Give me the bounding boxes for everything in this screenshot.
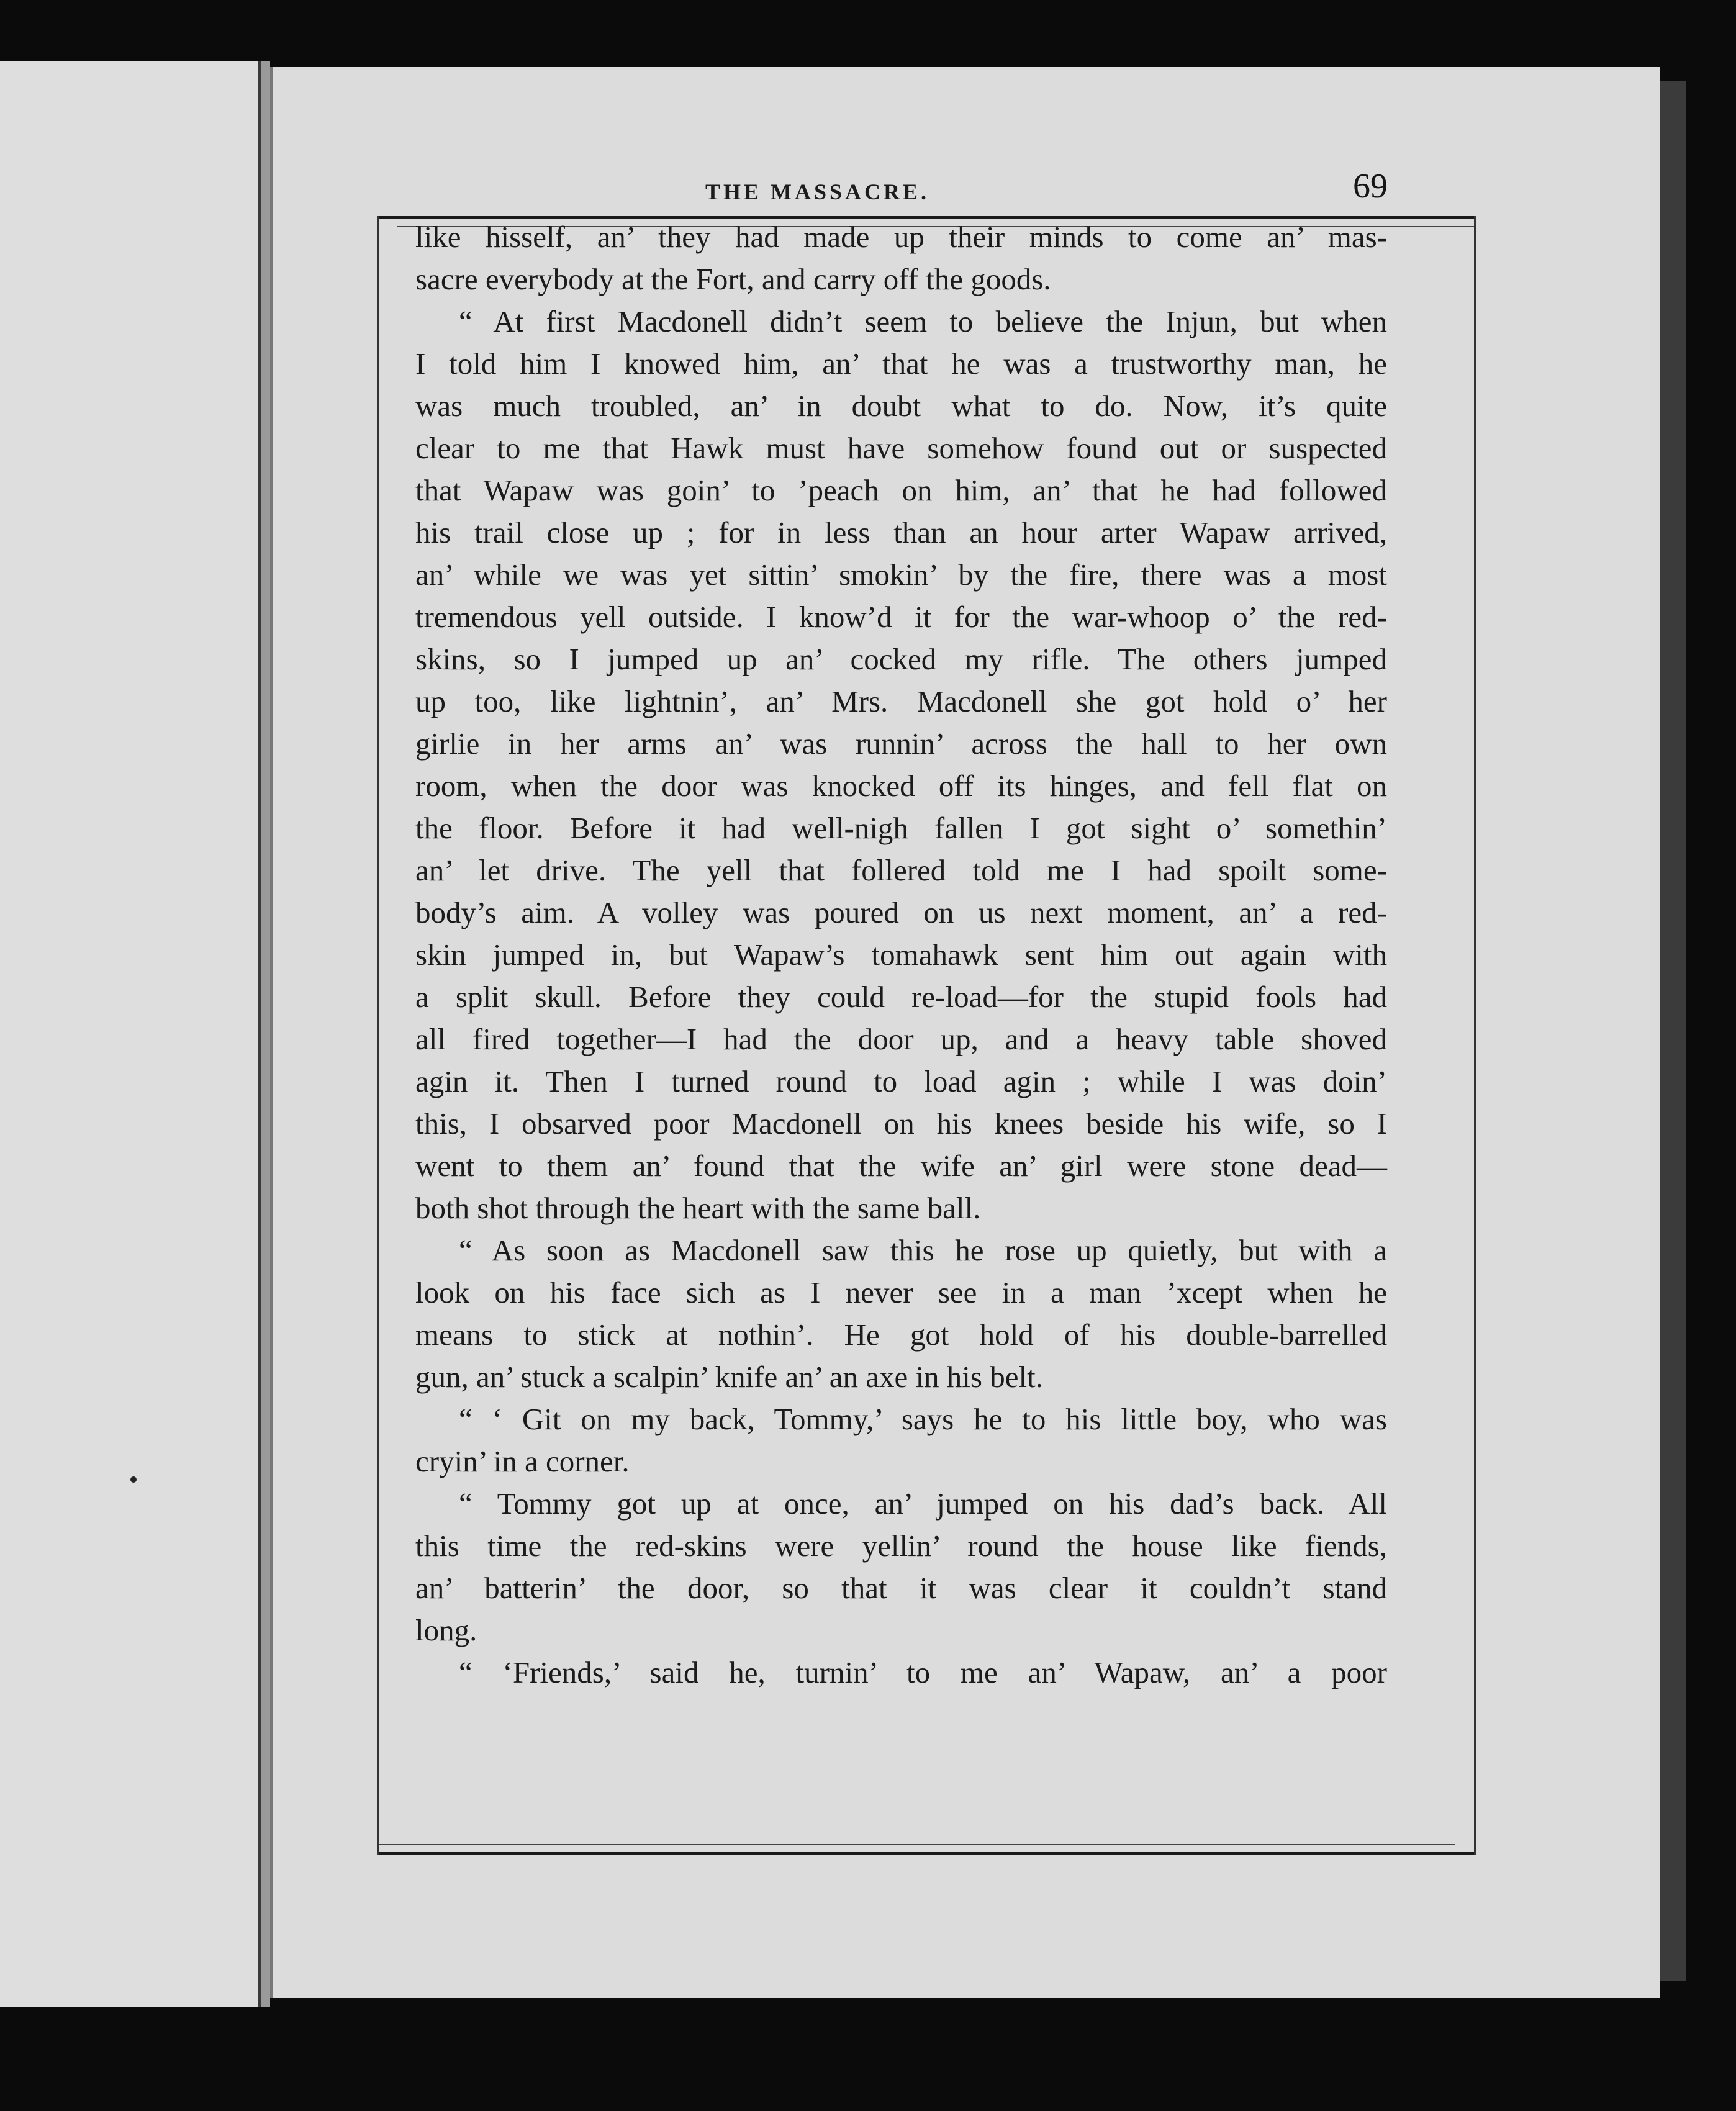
facing-page-blank xyxy=(0,61,261,2007)
text-line: “ ‘Friends,’ said he, turnin’ to me an’ Wapaw, an’ a poor xyxy=(459,1655,1387,1689)
text-line: was much troubled, an’ in doubt what to do. Now, it’s quite xyxy=(415,389,1387,423)
text-line: went to them an’ found that the wife an’ girl were stone dead— xyxy=(415,1149,1387,1183)
text-line: this time the red-skins were yellin’ round the house like fiends, xyxy=(415,1529,1387,1563)
text-line: a split skull. Before they could re-load—for the stupid fools had xyxy=(415,980,1387,1014)
text-line: “ Tommy got up at once, an’ jumped on his dad’s back. All xyxy=(459,1486,1387,1521)
body-text xyxy=(415,216,1387,1694)
text-line: girlie in her arms an’ was runnin’ across the hall to her own xyxy=(415,726,1387,761)
text-line: “ At first Macdonell didn’t seem to believe the Injun, but when xyxy=(459,304,1387,338)
text-line: all fired together—I had the door up, and a heavy table shoved xyxy=(415,1022,1387,1056)
text-line: agin it. Then I turned round to load agin ; while I was doin’ xyxy=(415,1064,1387,1098)
text-line: an’ let drive. The yell that follered told me I had spoilt some- xyxy=(415,853,1387,887)
text-line: up too, like lightnin’, an’ Mrs. Macdonell she got hold o’ her xyxy=(415,684,1387,718)
text-line: body’s aim. A volley was poured on us next moment, an’ a red- xyxy=(415,895,1387,929)
text-line: skin jumped in, but Wapaw’s tomahawk sent him out again with xyxy=(415,938,1387,972)
text-line: means to stick at nothin’. He got hold of his double-barrelled xyxy=(415,1318,1387,1352)
text-line: I told him I knowed him, an’ that he was a trustworthy man, he xyxy=(415,346,1387,381)
text-line: like hisself, an’ they had made up their minds to come an’ mas- xyxy=(415,220,1387,254)
text-line: skins, so I jumped up an’ cocked my rifle. The others jumped xyxy=(415,642,1387,676)
text-line: clear to me that Hawk must have somehow found out or suspected xyxy=(415,431,1387,465)
running-head: THE MASSACRE. xyxy=(705,179,930,204)
frame-bottom-rule xyxy=(379,1852,1474,1855)
page-gutter xyxy=(261,61,270,2007)
text-line: “ ‘ Git on my back, Tommy,’ says he to his little boy, who was xyxy=(459,1402,1387,1436)
text-line: both shot through the heart with the same ball. xyxy=(415,1191,981,1225)
text-line: tremendous yell outside. I know’d it for the war-whoop o’ the red- xyxy=(415,600,1387,634)
text-line: this, I obsarved poor Macdonell on his knees beside his wife, so I xyxy=(415,1106,1387,1141)
text-line: an’ batterin’ the door, so that it was clear it couldn’t stand xyxy=(415,1571,1387,1605)
book-page xyxy=(270,67,1660,1998)
page-edge-shadow xyxy=(1658,81,1686,1981)
page-number: 69 xyxy=(1353,167,1388,206)
text-line: look on his face sich as I never see in a man ’xcept when he xyxy=(415,1275,1387,1309)
text-line: room, when the door was knocked off its hinges, and fell flat on xyxy=(415,769,1387,803)
frame-bottom-inner-rule xyxy=(379,1844,1455,1845)
text-line: his trail close up ; for in less than an hour arter Wapaw arrived, xyxy=(415,515,1387,549)
text-line: “ As soon as Macdonell saw this he rose up quietly, but with a xyxy=(459,1233,1387,1267)
text-line: cryin’ in a corner. xyxy=(415,1444,630,1478)
text-line: gun, an’ stuck a scalpin’ knife an’ an axe in his belt. xyxy=(415,1360,1043,1394)
text-line: sacre everybody at the Fort, and carry off the goods. xyxy=(415,262,1051,296)
text-line: that Wapaw was goin’ to ’peach on him, an’ that he had followed xyxy=(415,473,1387,507)
text-line: long. xyxy=(415,1613,477,1647)
text-line: an’ while we was yet sittin’ smokin’ by the fire, there was a most xyxy=(415,558,1387,592)
text-line: the floor. Before it had well-nigh fallen I got sight o’ somethin’ xyxy=(415,811,1387,845)
speck-mark xyxy=(130,1476,137,1483)
